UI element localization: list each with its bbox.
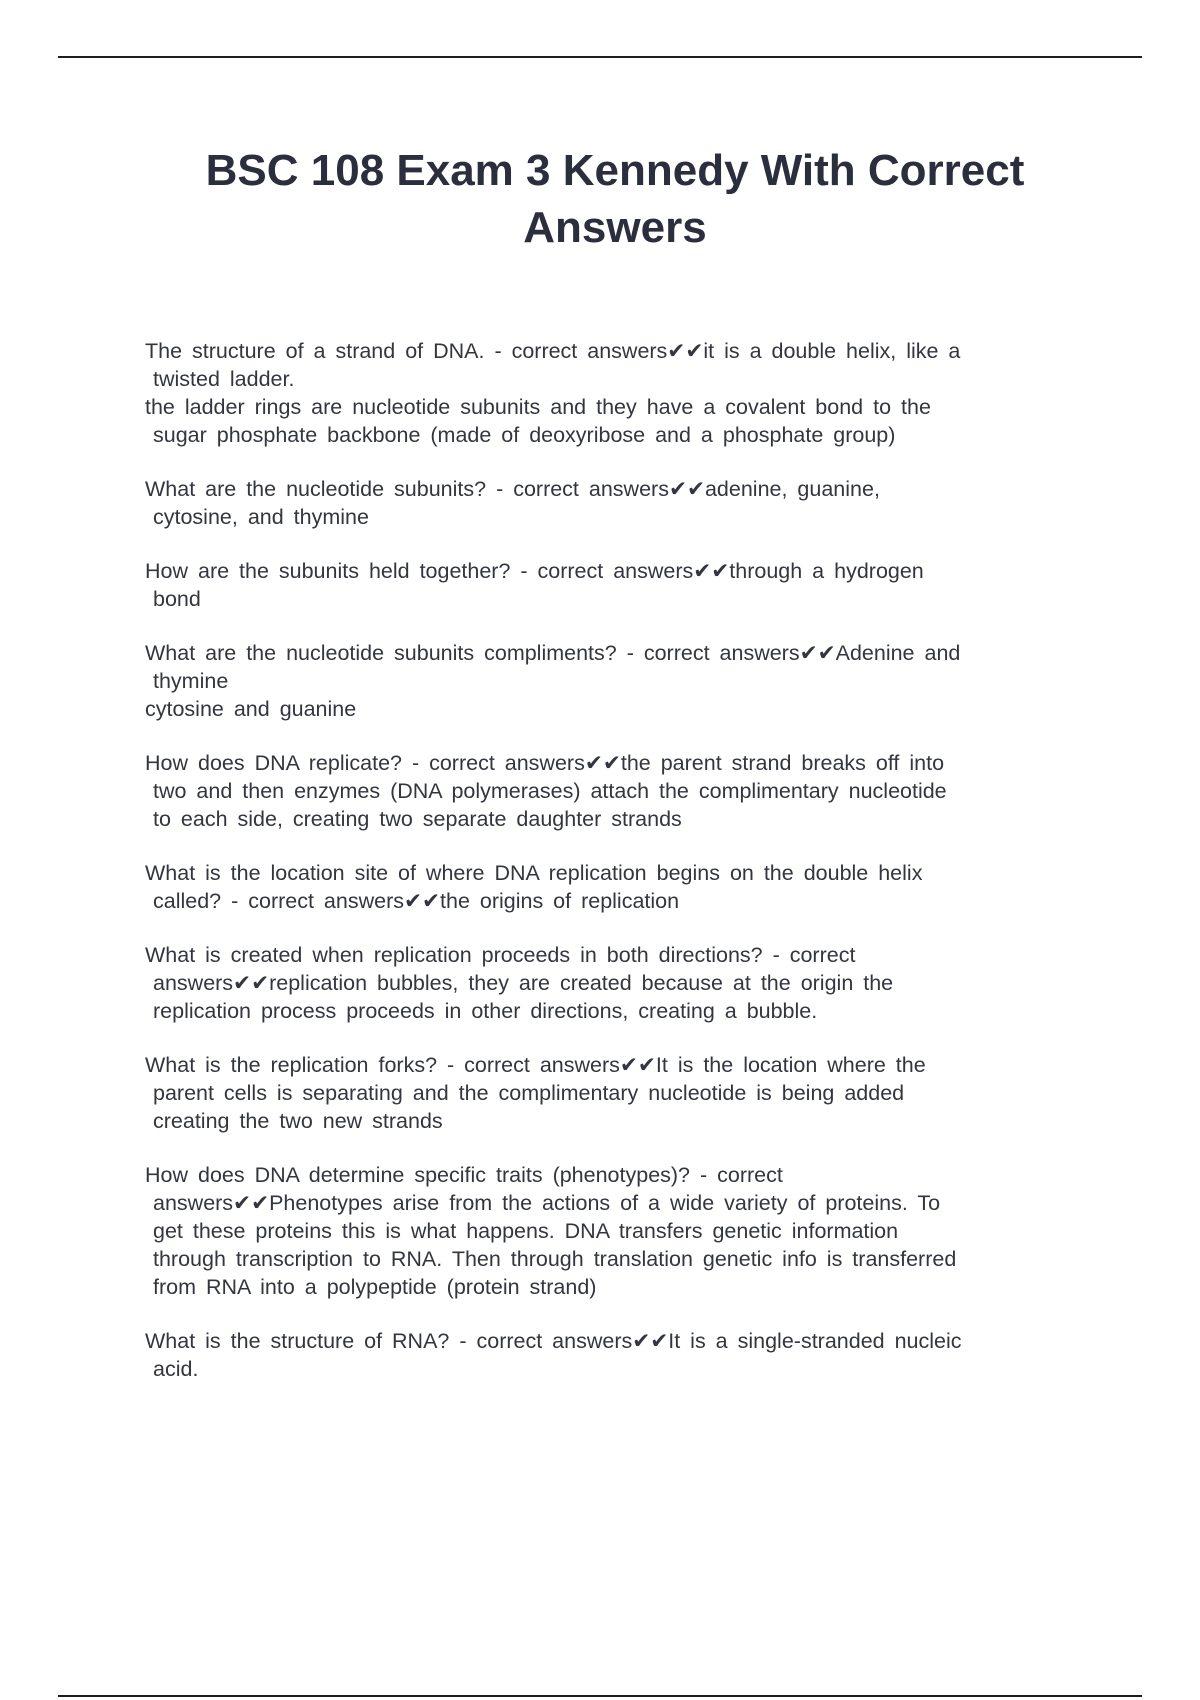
qa-line: What is the structure of RNA? - correct answers✔✔It is a single-stranded nucleic: [145, 1329, 962, 1353]
qa-line: creating the two new strands: [153, 1109, 443, 1133]
qa-list: [145, 337, 1085, 1409]
qa-line: bond: [153, 587, 201, 611]
qa-line: replication process proceeds in other directions, creating a bubble.: [153, 999, 818, 1023]
qa-line: What are the nucleotide subunits? - correct answers✔✔adenine, guanine,: [145, 477, 880, 501]
title-line-1: BSC 108 Exam 3 Kennedy With Correct: [205, 146, 1025, 195]
qa-line: How does DNA replicate? - correct answers✔✔the parent strand breaks off into: [145, 751, 945, 775]
qa-item: [145, 1161, 1085, 1301]
qa-item: [145, 337, 1085, 449]
title-line-2: Answers: [523, 203, 707, 252]
qa-line: cytosine and guanine: [145, 697, 357, 721]
qa-line: from RNA into a polypeptide (protein strand): [153, 1275, 597, 1299]
qa-line: What is the location site of where DNA replication begins on the double helix: [145, 861, 923, 885]
qa-item: [145, 557, 1085, 613]
qa-line: answers✔✔replication bubbles, they are created because at the origin the: [153, 971, 894, 995]
qa-line: What are the nucleotide subunits compliments? - correct answers✔✔Adenine and: [145, 641, 961, 665]
qa-line: The structure of a strand of DNA. - correct answers✔✔it is a double helix, like a: [145, 339, 961, 363]
document-title: [120, 142, 1110, 256]
qa-line: through transcription to RNA. Then through translation genetic info is transferred: [153, 1247, 957, 1271]
footer-rule: [58, 1695, 1142, 1697]
qa-line: twisted ladder.: [153, 367, 295, 391]
qa-line: answers✔✔Phenotypes arise from the actions of a wide variety of proteins. To: [153, 1191, 941, 1215]
qa-line: called? - correct answers✔✔the origins of replication: [153, 889, 680, 913]
qa-item: [145, 859, 1085, 915]
qa-item: [145, 639, 1085, 723]
qa-line: two and then enzymes (DNA polymerases) attach the complimentary nucleotide: [153, 779, 947, 803]
qa-line: What is the replication forks? - correct answers✔✔It is the location where the: [145, 1053, 926, 1077]
qa-line: How does DNA determine specific traits (phenotypes)? - correct: [145, 1163, 783, 1187]
qa-item: [145, 1327, 1085, 1383]
qa-item: [145, 941, 1085, 1025]
qa-line: cytosine, and thymine: [153, 505, 369, 529]
qa-line: sugar phosphate backbone (made of deoxyribose and a phosphate group): [153, 423, 896, 447]
qa-line: parent cells is separating and the complimentary nucleotide is being added: [153, 1081, 905, 1105]
qa-line: the ladder rings are nucleotide subunits and they have a covalent bond to the: [145, 395, 931, 419]
qa-item: [145, 749, 1085, 833]
qa-line: What is created when replication proceeds in both directions? - correct: [145, 943, 856, 967]
qa-line: to each side, creating two separate daughter strands: [153, 807, 682, 831]
qa-item: [145, 1051, 1085, 1135]
qa-line: get these proteins this is what happens. DNA transfers genetic information: [153, 1219, 899, 1243]
header-rule: [58, 56, 1142, 58]
qa-line: acid.: [153, 1357, 199, 1381]
qa-line: How are the subunits held together? - correct answers✔✔through a hydrogen: [145, 559, 924, 583]
qa-line: thymine: [153, 669, 229, 693]
qa-item: [145, 475, 1085, 531]
